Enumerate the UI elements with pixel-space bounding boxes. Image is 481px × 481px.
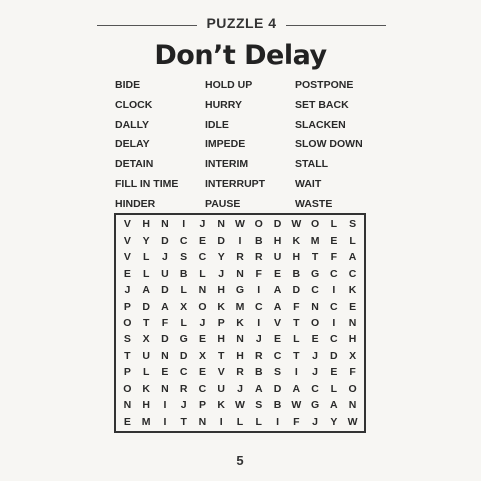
grid-cell: S [255,399,263,412]
grid-cell: I [163,399,167,412]
grid-cell: E [198,366,206,379]
grid-cell: D [217,234,226,247]
grid-cell: J [312,415,318,428]
grid-cell: N [311,300,319,313]
grid-cell: E [123,415,131,428]
grid-cell: O [310,316,320,329]
grid-cell: Y [217,251,225,264]
grid-cell: J [218,267,225,280]
grid-cell: L [330,382,338,395]
grid-cell: E [123,267,131,280]
grid-cell: J [199,218,206,231]
grid-cell: O [198,300,207,313]
word-item: DETAIN [115,158,154,171]
grid-cell: J [312,349,318,362]
grid-cell: V [123,218,131,231]
grid-cell: C [330,300,338,313]
word-column-2 [205,76,265,215]
grid-cell: N [198,415,207,428]
word-column-3 [295,76,363,215]
word-item: WASTE [295,197,333,210]
grid-cell: G [235,284,245,297]
grid-cell: I [238,234,242,247]
grid-cell: X [349,349,357,362]
grid-cell: E [198,333,206,346]
grid-cell: L [142,267,150,280]
grid-cell: K [292,234,301,247]
grid-cell: K [217,399,226,412]
grid-cell: C [179,234,188,247]
grid-cell: N [236,267,244,280]
word-item: HINDER [115,197,156,210]
grid-cell: C [330,333,338,346]
word-item: BIDE [115,79,141,91]
grid-cell: J [161,251,168,264]
grid-cell: D [161,284,169,297]
puzzle-label: PUZZLE 4 [206,15,277,31]
grid-cell: L [199,267,206,280]
grid-cell: K [348,284,357,297]
grid-cell: C [273,349,282,362]
grid-cell: C [311,382,319,395]
grid-cell: M [235,300,245,313]
grid-cell: X [198,349,206,362]
word-item: IDLE [205,118,229,131]
grid-cell: B [179,267,188,280]
grid-cell: P [217,316,225,329]
grid-cell: L [330,218,338,231]
grid-cell: W [235,218,245,231]
grid-cell: M [310,234,320,247]
grid-cell: A [348,251,357,264]
grid-cell: C [198,251,207,264]
grid-cell: L [180,284,187,297]
grid-cell: L [142,366,150,379]
grid-cell: A [330,399,338,412]
grid-cell: E [330,366,338,379]
word-list [115,76,405,214]
grid-cell: M [141,415,151,428]
header-rule-left [97,25,197,26]
grid-cell: C [330,267,338,280]
grid-cell: K [142,382,150,395]
grid-cell: N [348,316,357,329]
grid-cell: L [255,415,262,428]
grid-cell: W [291,399,302,412]
grid-cell: U [161,267,169,280]
grid-cell: N [161,218,169,231]
grid-cell: D [142,300,150,313]
grid-cell: E [311,333,319,346]
word-item: SLACKEN [295,118,346,131]
grid-cell: L [293,333,300,346]
grid-cell: D [179,349,188,362]
grid-cell: J [180,399,187,412]
grid-cell: D [292,284,301,297]
grid-cell: F [330,251,338,264]
word-item: DALLY [115,118,150,131]
grid-cell: V [123,251,131,264]
grid-cell: V [123,234,131,247]
grid-cell: O [254,218,263,231]
grid-cell: C [254,300,263,313]
word-item: DELAY [115,138,150,151]
grid-cell: Y [142,234,150,247]
grid-cell: X [142,333,150,346]
word-item: HURRY [205,98,242,111]
grid-cell: I [276,415,279,428]
grid-cell: I [182,218,186,231]
grid-cell: R [254,349,263,362]
grid-cell: L [142,251,150,264]
grid-cell: S [349,218,357,231]
grid-cell: C [348,267,357,280]
grid-cell: P [123,366,131,379]
grid-cell: R [236,366,244,379]
grid-cell: O [310,218,320,231]
grid-cell: R [179,382,188,395]
word-item: SET BACK [295,98,349,111]
grid-cell: A [292,382,301,395]
grid-cell: F [293,300,300,313]
grid-cell: O [123,382,132,395]
grid-cell: J [312,366,318,379]
grid-cell: N [161,349,169,362]
grid-cell: I [257,316,261,329]
grid-cell: T [293,316,300,329]
grid-cell: H [217,284,226,297]
grid-cell: I [294,366,298,379]
grid-cell: C [179,366,188,379]
grid-cell: X [180,300,188,313]
grid-cell: F [255,267,262,280]
grid-cell: J [124,284,131,297]
grid-cell: V [217,366,225,379]
grid-cell: B [254,366,263,379]
grid-cell: E [198,234,206,247]
word-item: FILL IN TIME [115,177,179,190]
grid-cell: I [163,415,167,428]
word-item: POSTPONE [295,79,354,91]
grid-cell: G [310,267,320,280]
grid-cell: S [123,333,131,346]
grid-cell: N [236,333,244,346]
word-item: STALL [295,158,329,171]
grid-cell: O [123,316,132,329]
grid-cell: K [217,300,226,313]
grid-cell: N [123,399,132,412]
grid-cell: P [198,399,206,412]
grid-cell: A [273,284,282,297]
grid-cell: T [180,415,187,428]
word-item: SLOW DOWN [295,138,363,151]
grid-cell: H [348,333,357,346]
grid-cell: H [142,218,150,231]
grid-cell: C [198,382,207,395]
grid-cell: B [254,234,263,247]
grid-cell: A [161,300,169,313]
grid-cell: W [347,415,358,428]
word-item: IMPEDE [205,138,246,151]
grid-cell: D [161,333,169,346]
grid-cell: L [236,415,244,428]
grid-cell: R [236,251,244,264]
grid-cell: K [236,316,244,329]
grid-cell: W [235,399,245,412]
grid-cell: I [332,284,336,297]
grid-cell: D [273,382,282,395]
grid-cell: S [274,366,282,379]
grid-cell: J [237,382,243,395]
grid-cell: O [348,382,357,395]
grid-cell: H [142,399,150,412]
word-item: WAIT [295,177,322,190]
grid-cell: H [236,349,244,362]
word-item: INTERRUPT [205,177,266,190]
grid-cell: E [161,366,169,379]
grid-cell: T [142,316,150,329]
grid-cell: C [311,284,319,297]
grid-cell: I [219,415,223,428]
grid-cell: R [254,251,263,264]
grid-cell: A [142,284,150,297]
word-item: CLOCK [115,98,153,111]
word-item: INTERIM [205,158,249,171]
header-rule-right [286,25,386,26]
grid-cell: F [293,415,300,428]
grid-cell: D [161,234,169,247]
puzzle-title: Don’t Delay [154,40,327,71]
grid-cell: H [217,333,226,346]
grid-cell: L [180,316,187,329]
grid-cell: W [291,218,302,231]
grid-cell: N [198,284,207,297]
grid-cell: U [273,251,282,264]
word-item: PAUSE [205,197,241,210]
grid-cell: U [142,349,150,362]
grid-cell: G [179,333,188,346]
grid-cell: N [348,399,357,412]
grid-cell: Y [330,415,338,428]
grid-cell: H [292,251,301,264]
grid-cell: J [199,316,206,329]
grid-cell: D [330,349,338,362]
grid-cell: E [349,300,357,313]
grid-cell: J [255,333,262,346]
grid-cell: S [180,251,188,264]
grid-cell: A [273,300,282,313]
grid-cell: N [217,218,226,231]
grid-cell: B [273,399,282,412]
grid-cell: U [217,382,226,395]
grid-cell: F [349,366,356,379]
grid-cell: D [273,218,282,231]
grid-cell: N [161,382,169,395]
grid-cell: V [274,316,282,329]
grid-cell: E [330,234,338,247]
grid-cell: F [161,316,169,329]
grid-cell: T [124,349,131,362]
grid-cell: T [311,251,319,264]
page-number: 5 [236,453,244,468]
grid-cell: I [332,316,336,329]
grid-cell: I [257,284,261,297]
grid-cell: T [218,349,225,362]
letter-grid [114,213,366,433]
grid-cell: T [293,349,300,362]
grid-cell: A [254,382,263,395]
grid-cell: B [292,267,301,280]
grid-cell: P [123,300,131,313]
word-column-1 [115,76,178,215]
grid-cell: E [274,267,282,280]
grid-cell: L [349,234,356,247]
grid-cell: G [310,399,320,412]
grid-cell: E [274,333,282,346]
grid-cell: H [273,234,282,247]
word-item: HOLD UP [205,79,253,91]
